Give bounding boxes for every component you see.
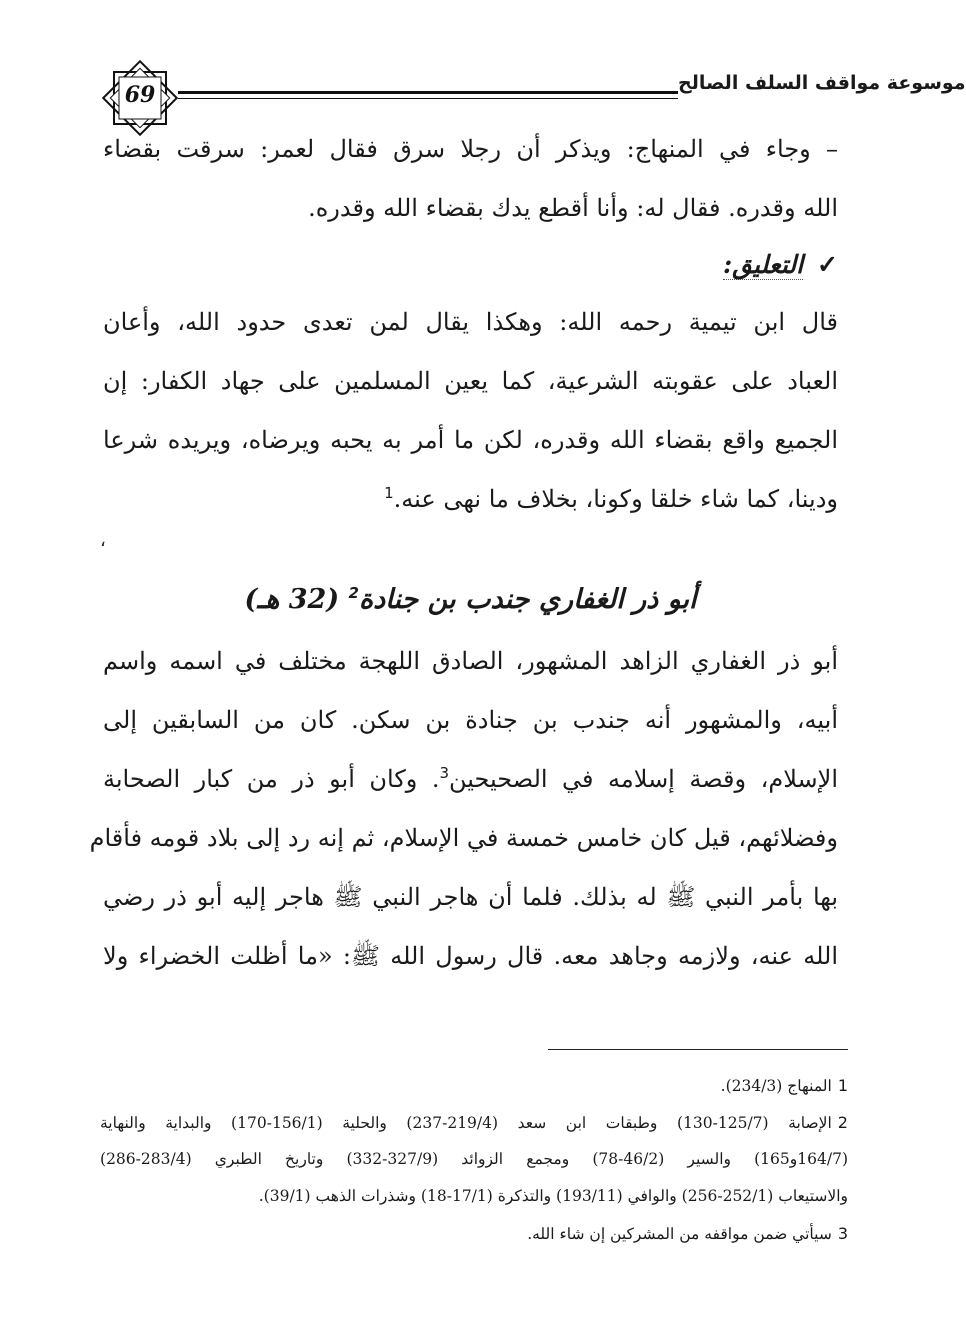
comment-heading: [103, 237, 838, 292]
text-line: [103, 470, 838, 529]
footnote-ref: 1: [384, 484, 394, 502]
text-line: وفضلائهم، قيل كان خامس خمسة في الإسلام، ثم إنه رد إلى بلاد قومه فأقام: [89, 824, 838, 852]
text-line: قال ابن تيمية رحمه الله: وهكذا يقال لمن تعدى حدود الله، وأعان: [103, 308, 838, 336]
footnote-1: [100, 1067, 848, 1104]
footnote-ref: 3: [439, 764, 450, 782]
footnote-separator: [548, 1049, 848, 1050]
footnote-text: المنهاج (234/3).: [720, 1077, 832, 1095]
footnote-number: 2: [837, 1113, 848, 1132]
footnote-number: 1: [837, 1076, 848, 1095]
paragraph-ibn-taymiyya: [103, 293, 838, 529]
heading-date: (32 هـ): [244, 584, 340, 615]
text-line: الله وقدره. فقال له: وأنا أقطع يدك بقضاء الله وقدره.: [308, 194, 838, 222]
header-rule-thin: [178, 98, 678, 99]
page-number: 69: [124, 82, 156, 108]
text-line: أبو ذر الغفاري الزاهد المشهور، الصادق اللهجة مختلف في اسمه واسم: [103, 647, 838, 675]
book-title: موسوعة مواقف السلف الصالح: [678, 72, 966, 94]
comment-label: التعليق:: [722, 250, 804, 279]
text-line: الله عنه، ولازمه وجاهد معه. قال رسول الله ﷺ: «ما أظلت الخضراء ولا: [103, 942, 838, 970]
text-line: الجميع واقع بقضاء الله وقدره، لكن ما أمر به يحبه ويرضاه، ويريده شرعا: [103, 426, 838, 454]
footnote-2-cont: (164/7و165) والسير (46/2-78) ومجمع الزوائد (327/9-332) وتاريخ الطبري (283/4-286): [100, 1150, 848, 1168]
footnotes: [100, 1067, 848, 1252]
header-rule: [178, 91, 678, 94]
text-span: الإسلام، وقصة إسلامه في الصحيحين: [449, 765, 838, 793]
footnote-2-cont: والاستيعاب (252/1-256) والوافي (193/11) والتذكرة (17/1-18) وشذرات الذهب (39/1).: [258, 1187, 848, 1205]
text-line: [103, 750, 838, 809]
checkmark-icon: ✓: [817, 250, 838, 279]
section-heading: [103, 570, 838, 630]
paragraph-manhaj: [103, 120, 838, 238]
stray-mark: ،: [100, 530, 106, 551]
footnote-text: الإصابة (125/7-130) وطبقات ابن سعد (219/4-237) والحلية (156/1-170) والبداية والنهاية: [100, 1114, 832, 1132]
footnote-text: سيأتي ضمن مواقفه من المشركين إن شاء الله.: [527, 1225, 832, 1243]
heading-text: أبو ذر الغفاري جندب بن جنادة: [358, 584, 697, 615]
text-span: . وكان أبو ذر من كبار الصحابة: [103, 765, 440, 793]
paragraph-abu-dharr: [89, 632, 838, 986]
text-line: العباد على عقوبته الشرعية، كما يعين المسلمين على جهاد الكفار: إن: [103, 367, 838, 395]
footnote-3: [100, 1215, 848, 1252]
text-line: أبيه، والمشهور أنه جندب بن جنادة بن سكن. كان من السابقين إلى: [103, 706, 838, 734]
text-line: بها بأمر النبي ﷺ له بذلك. فلما أن هاجر النبي ﷺ هاجر إليه أبو ذر رضي: [103, 883, 838, 911]
text-span: ودينا، كما شاء خلقا وكونا، بخلاف ما نهى عنه.: [393, 485, 838, 513]
text-line: – وجاء في المنهاج: ويذكر أن رجلا سرق فقال لعمر: سرقت بقضاء: [103, 135, 838, 163]
footnote-number: 3: [837, 1224, 848, 1243]
footnote-2: [100, 1104, 848, 1141]
footnote-ref: 2: [348, 584, 359, 602]
